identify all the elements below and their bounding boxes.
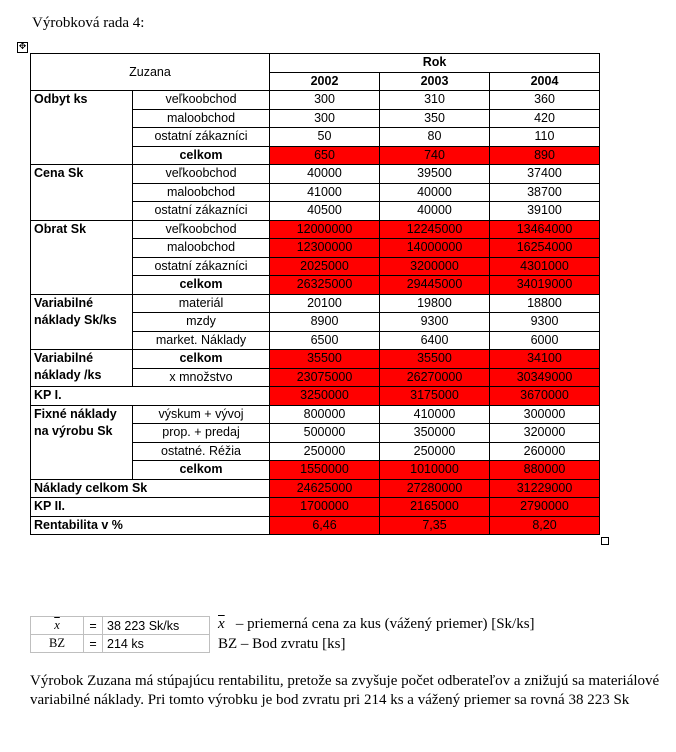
product-name-header: Zuzana [31, 54, 270, 91]
row-sublabel: ostatní zákazníci [133, 257, 270, 276]
value-cell: 360 [490, 91, 600, 110]
value-cell: 38700 [490, 183, 600, 202]
row-group-label-line1: Fixné náklady [34, 406, 117, 421]
row-group-label-line2: na výrobu Sk [34, 423, 113, 438]
value-cell: 6500 [270, 331, 380, 350]
row-sublabel: veľkoobchod [133, 220, 270, 239]
value-cell: 34019000 [490, 276, 600, 295]
conclusion-paragraph: Výrobok Zuzana má stúpajúcu rentabilitu, pretože sa zvyšuje počet odberateľov a znižujú sa materiálové variabilné náklady. Pri tomto výrobku je bod zvratu pri 214 ks a vážený priemer sa rovná 38 223 Sk [30, 673, 660, 708]
value-cell: 890 [490, 146, 600, 165]
value-cell: 410000 [380, 405, 490, 424]
value-cell: 12000000 [270, 220, 380, 239]
value-cell: 3175000 [380, 387, 490, 406]
row-sublabel: veľkoobchod [133, 165, 270, 184]
bz-value: 214 ks [103, 635, 210, 653]
row-sublabel: maloobchod [133, 109, 270, 128]
value-cell: 9300 [490, 313, 600, 332]
value-cell: 12300000 [270, 239, 380, 258]
summary-table [30, 616, 210, 653]
value-cell: 740 [380, 146, 490, 165]
table-row [31, 387, 600, 406]
value-cell: 8900 [270, 313, 380, 332]
value-cell: 420 [490, 109, 600, 128]
value-cell: 30349000 [490, 368, 600, 387]
value-cell: 40000 [380, 202, 490, 221]
value-cell: 500000 [270, 424, 380, 443]
row-sublabel: ostatní zákazníci [133, 128, 270, 147]
value-cell: 13464000 [490, 220, 600, 239]
value-cell: 26270000 [380, 368, 490, 387]
row-group-label-line2: náklady Sk/ks [34, 312, 117, 327]
table-move-handle-icon[interactable]: ✥ [18, 42, 27, 52]
value-cell: 41000 [270, 183, 380, 202]
value-cell: 880000 [490, 461, 600, 480]
value-cell: 1700000 [270, 498, 380, 517]
value-cell: 260000 [490, 442, 600, 461]
xbar-value: 38 223 Sk/ks [103, 617, 210, 635]
table-row [31, 91, 600, 110]
value-cell: 1550000 [270, 461, 380, 480]
row-sublabel: maloobchod [133, 183, 270, 202]
header-row [31, 54, 600, 73]
document-title: Výrobková rada 4: [32, 15, 145, 31]
row-label: Náklady celkom Sk [31, 479, 270, 498]
value-cell: 2790000 [490, 498, 600, 517]
xbar-symbol-cell: $\overline{x}$ [31, 617, 84, 635]
row-sublabel: x množstvo [133, 368, 270, 387]
year-2002: 2002 [270, 72, 380, 91]
row-sublabel: market. Náklady [133, 331, 270, 350]
value-cell: 26325000 [270, 276, 380, 295]
row-sublabel: materiál [133, 294, 270, 313]
row-sublabel: ostatné. Réžia [133, 442, 270, 461]
value-cell: 29445000 [380, 276, 490, 295]
value-cell: 19800 [380, 294, 490, 313]
value-cell: 40000 [380, 183, 490, 202]
value-cell: 6,46 [270, 516, 380, 535]
value-cell: 300000 [490, 405, 600, 424]
value-cell: 1010000 [380, 461, 490, 480]
value-cell: 14000000 [380, 239, 490, 258]
table-row [31, 294, 600, 313]
value-cell: 37400 [490, 165, 600, 184]
value-cell: 800000 [270, 405, 380, 424]
table-row [31, 220, 600, 239]
value-cell: 39500 [380, 165, 490, 184]
value-cell: 2165000 [380, 498, 490, 517]
row-group-label: Odbyt ks [31, 91, 133, 165]
value-cell: 6400 [380, 331, 490, 350]
row-sublabel: celkom [133, 350, 270, 369]
row-group-label-line2: náklady /ks [34, 368, 102, 382]
value-cell: 350 [380, 109, 490, 128]
bz-symbol-cell: BZ [31, 635, 84, 653]
production-table [30, 53, 600, 535]
value-cell: 7,35 [380, 516, 490, 535]
value-cell: 40500 [270, 202, 380, 221]
value-cell: 35500 [380, 350, 490, 369]
row-group-label [31, 294, 133, 350]
table-row [31, 516, 600, 535]
bz-legend: BZ – Bod zvratu [ks] [218, 636, 346, 652]
equals-cell: = [84, 635, 103, 653]
row-sublabel: ostatní zákazníci [133, 202, 270, 221]
row-label: KP II. [31, 498, 270, 517]
value-cell: 300 [270, 91, 380, 110]
value-cell: 3670000 [490, 387, 600, 406]
row-group-label: Obrat Sk [31, 220, 133, 294]
value-cell: 24625000 [270, 479, 380, 498]
value-cell: 50 [270, 128, 380, 147]
summary-row-bz [31, 635, 210, 653]
table-row [31, 350, 600, 369]
row-sublabel: výskum + vývoj [133, 405, 270, 424]
value-cell: 4301000 [490, 257, 600, 276]
xbar-legend: $\overline{x}$ – priemerná cena za kus (vážený priemer) [Sk/ks] [218, 616, 535, 632]
value-cell: 39100 [490, 202, 600, 221]
table-resize-handle-icon[interactable] [601, 537, 609, 545]
value-cell: 18800 [490, 294, 600, 313]
table-row [31, 498, 600, 517]
value-cell: 320000 [490, 424, 600, 443]
row-group-label [31, 350, 133, 387]
row-sublabel: prop. + predaj [133, 424, 270, 443]
row-sublabel: celkom [133, 146, 270, 165]
value-cell: 250000 [270, 442, 380, 461]
value-cell: 80 [380, 128, 490, 147]
row-sublabel: maloobchod [133, 239, 270, 258]
value-cell: 12245000 [380, 220, 490, 239]
value-cell: 3250000 [270, 387, 380, 406]
value-cell: 300 [270, 109, 380, 128]
row-label: Rentabilita v % [31, 516, 270, 535]
year-header: Rok [270, 54, 600, 73]
value-cell: 20100 [270, 294, 380, 313]
value-cell: 650 [270, 146, 380, 165]
value-cell: 23075000 [270, 368, 380, 387]
value-cell: 350000 [380, 424, 490, 443]
row-group-label [31, 405, 133, 479]
table-row [31, 405, 600, 424]
row-group-label-line1: Variabilné [34, 351, 94, 365]
row-group-label: Cena Sk [31, 165, 133, 221]
row-label: KP I. [31, 387, 270, 406]
row-sublabel: celkom [133, 461, 270, 480]
value-cell: 16254000 [490, 239, 600, 258]
value-cell: 8,20 [490, 516, 600, 535]
value-cell: 250000 [380, 442, 490, 461]
value-cell: 2025000 [270, 257, 380, 276]
table-row [31, 165, 600, 184]
value-cell: 3200000 [380, 257, 490, 276]
value-cell: 9300 [380, 313, 490, 332]
year-2003: 2003 [380, 72, 490, 91]
value-cell: 110 [490, 128, 600, 147]
table-row [31, 479, 600, 498]
row-sublabel: celkom [133, 276, 270, 295]
value-cell: 27280000 [380, 479, 490, 498]
value-cell: 310 [380, 91, 490, 110]
row-sublabel: veľkoobchod [133, 91, 270, 110]
summary-row-xbar [31, 617, 210, 635]
value-cell: 31229000 [490, 479, 600, 498]
row-group-label-line1: Variabilné [34, 295, 94, 310]
value-cell: 35500 [270, 350, 380, 369]
year-2004: 2004 [490, 72, 600, 91]
value-cell: 34100 [490, 350, 600, 369]
equals-cell: = [84, 617, 103, 635]
row-sublabel: mzdy [133, 313, 270, 332]
value-cell: 6000 [490, 331, 600, 350]
value-cell: 40000 [270, 165, 380, 184]
